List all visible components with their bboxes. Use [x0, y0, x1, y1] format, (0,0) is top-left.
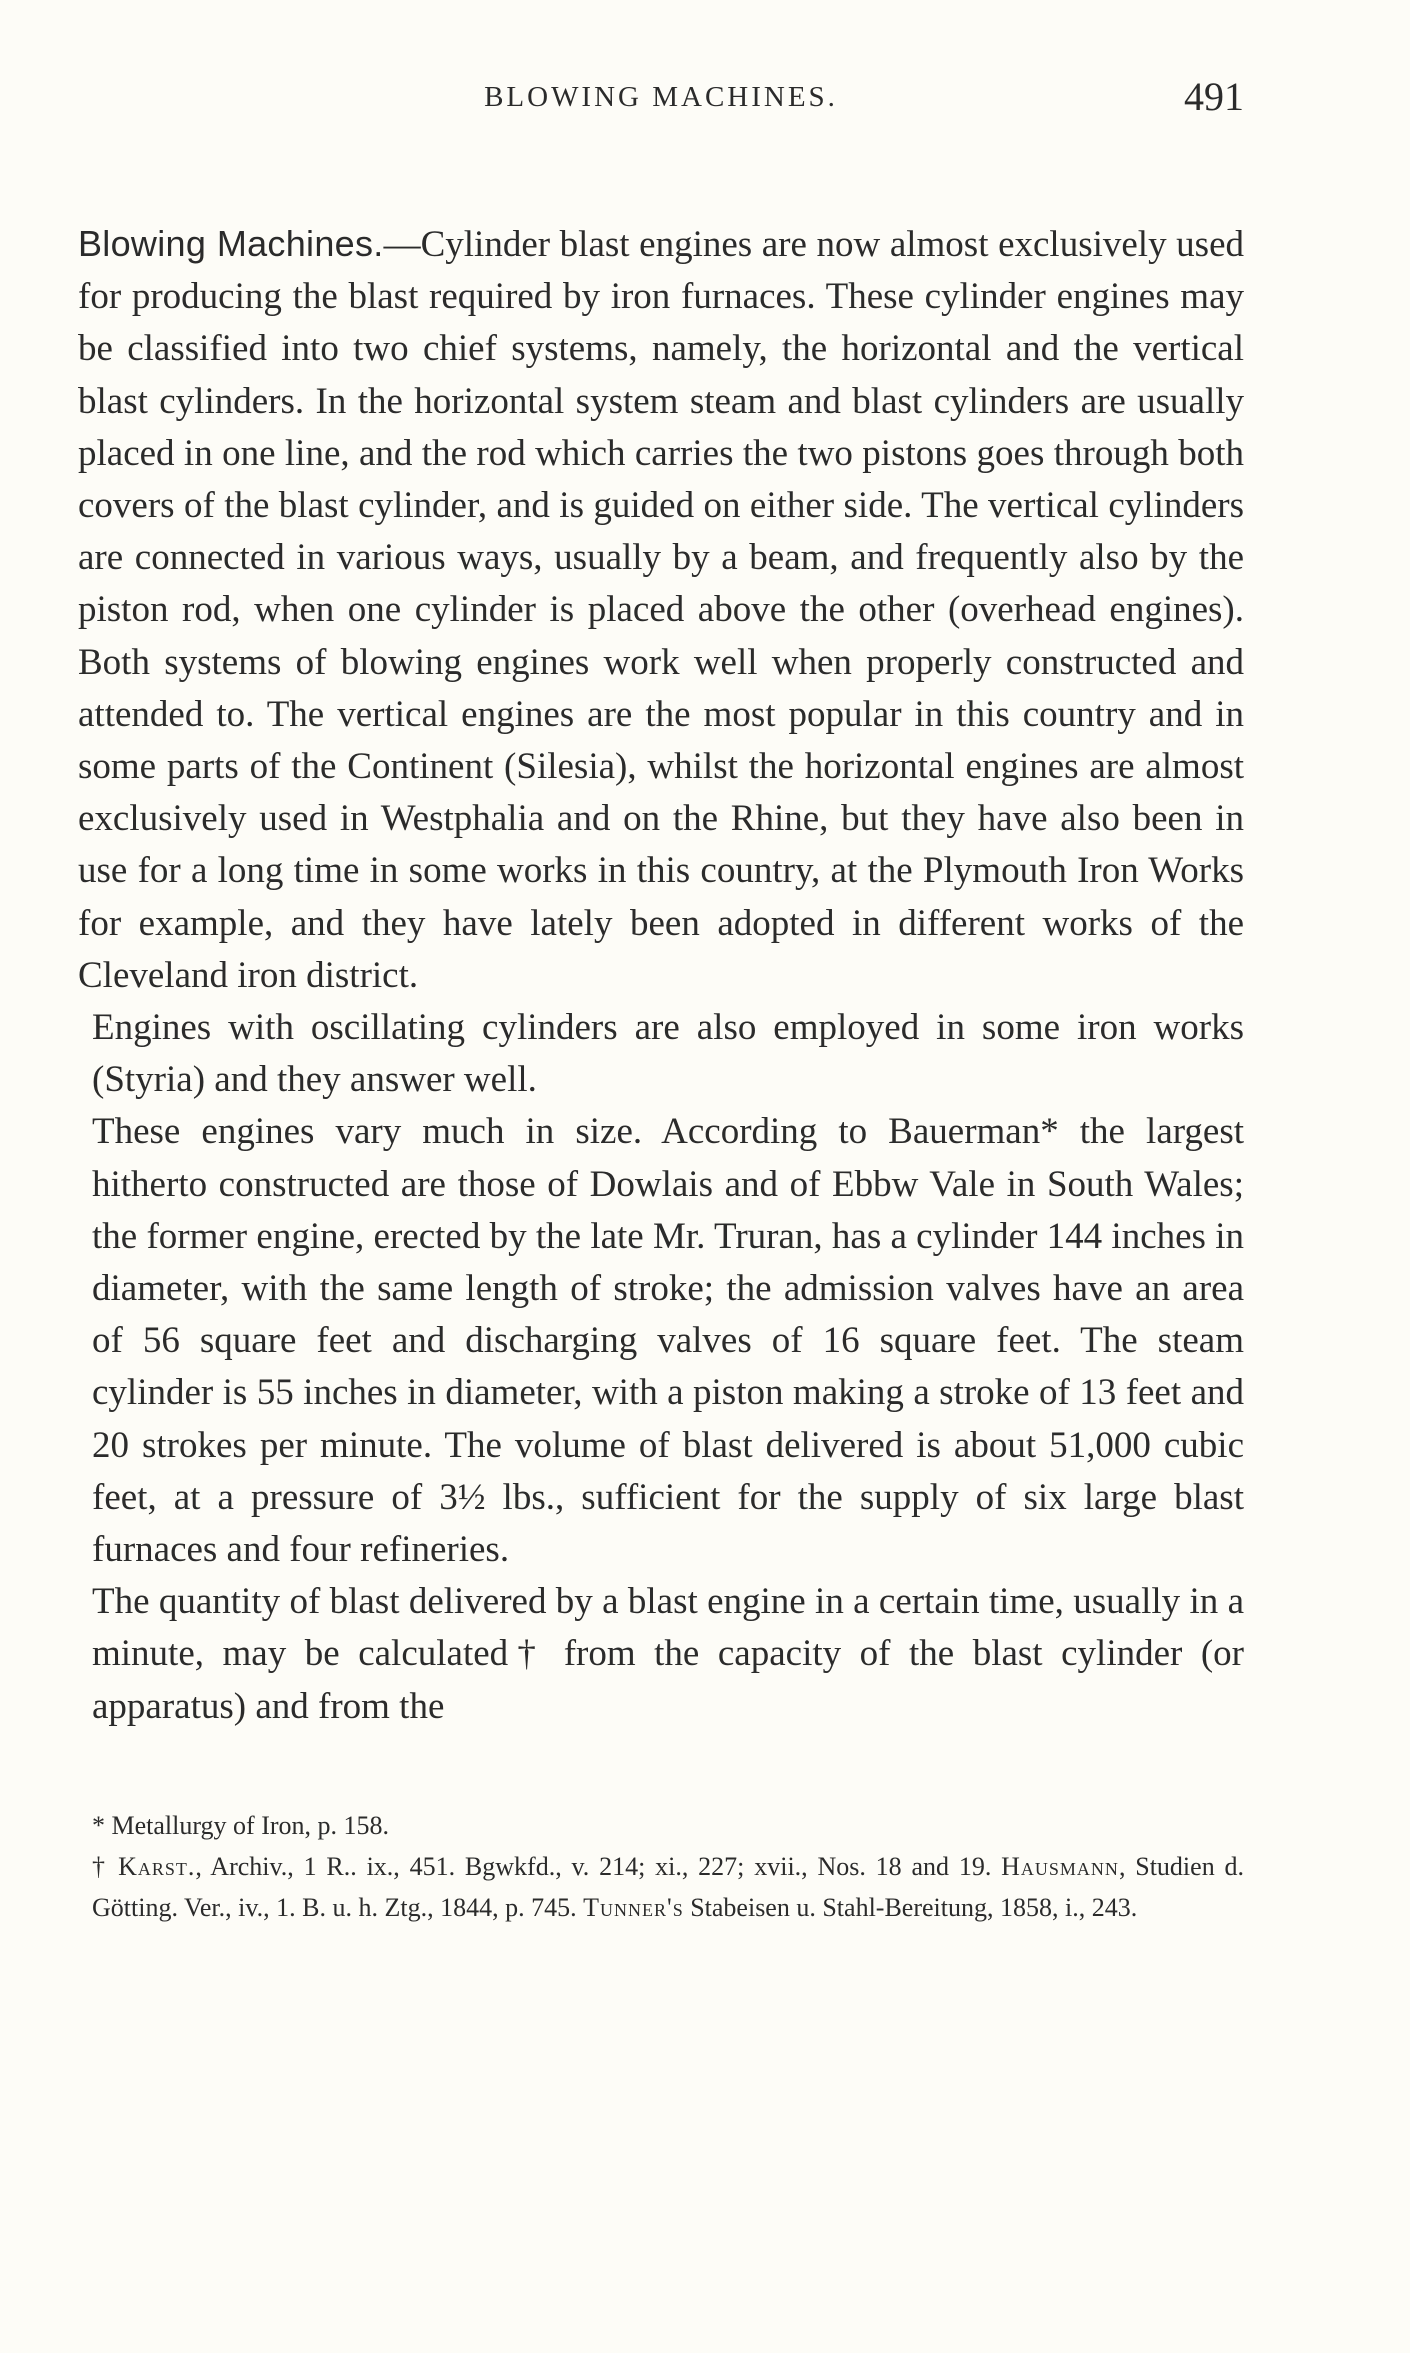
page-number: 491 [1184, 74, 1244, 119]
book-page [78, 62, 1244, 1928]
body-text [78, 218, 1244, 1733]
footnote-1: * Metallurgy of Iron, p. 158. [92, 1810, 390, 1840]
paragraph-text: —Cylinder blast engines are now almost exclusively used for producing the blast required by iron furnaces. These cylinder engines may be classified into two chief systems, namely, the horizontal and the vertical blast cylinders. In the horizontal system steam and blast cylinders are usually placed in one line, and the rod which carries the two pistons goes through both covers of the blast cylinder, and is guided on either side. The vertical cylinders are connected in various ways, usually by a beam, and frequently also by the piston rod, when one cylinder is placed above the other (overhead engines). Both systems of blowing engines work well when properly constructed and attended to. The vertical engines are the most popular in this country and in some parts of the Continent (Silesia), whilst the horizontal engines are almost exclusively used in Westphalia and on the Rhine, but they have also been in use for a long time in some works in this country, at the Plymouth Iron Works for example, and they have lately been adopted in different works of the Cleveland iron district. [78, 224, 1244, 996]
paragraph-blowing-machines [78, 218, 1244, 1002]
section-heading: Blowing Machines. [78, 223, 384, 264]
paragraph-blast-quantity: The quantity of blast delivered by a blast engine in a certain time, usually in a minute, may be calculated† from the capacity of the blast cylinder (or apparatus) and from the [92, 1581, 1244, 1727]
footnote-mark: † [92, 1851, 119, 1881]
footnote-text: , Archiv., 1 R.. ix., 451. Bgwkfd., v. 214; xi., 227; xvii., Nos. 18 and 19. [195, 1851, 1002, 1881]
paragraph-engine-sizes: These engines vary much in size. According to Bauerman* the largest hitherto constructed are those of Dowlais and of Ebbw Vale in South Wales; the former engine, erected by the late Mr. Truran, has a cylinder 144 inches in diameter, with the same length of stroke; the admission valves have an area of 56 square feet and discharging valves of 16 square feet. The steam cylinder is 55 inches in diameter, with a piston making a stroke of 13 feet and 20 strokes per minute. The volume of blast delivered is about 51,000 cubic feet, at a pressure of 3½ lbs., sufficient for the supply of six large blast furnaces and four refineries. [92, 1111, 1244, 1571]
footnote-text: Stabeisen u. Stahl-Bereitung, 1858, i., 243. [683, 1892, 1138, 1922]
running-title: BLOWING MACHINES. [484, 81, 838, 113]
footnotes [78, 1805, 1244, 1928]
author-tunner: Tunner's [583, 1892, 684, 1922]
footnote-text: , Studien d. Götting. Ver., iv., 1. B. u. h. Ztg., 1844, p. 745. [92, 1851, 1245, 1922]
running-head [78, 62, 1244, 132]
footnote-2 [78, 1846, 1244, 1928]
author-hausmann: Hausmann [1001, 1851, 1119, 1881]
author-karst: Karst. [118, 1851, 196, 1881]
paragraph-oscillating-cylinders: Engines with oscillating cylinders are also employed in some iron works (Styria) and they answer well. [92, 1007, 1244, 1101]
